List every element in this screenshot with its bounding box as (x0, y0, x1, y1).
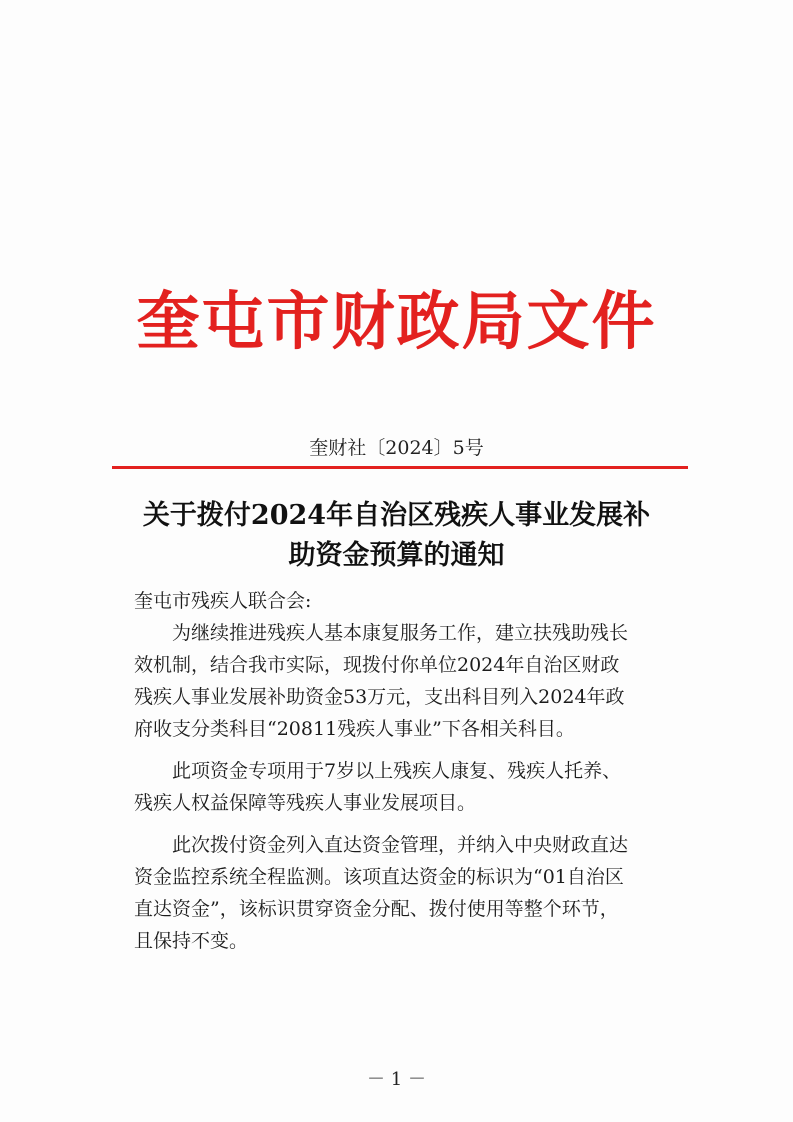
title-line-2: 助资金预算的通知 (288, 540, 505, 571)
paragraph-1-line-1: 为继续推进残疾人基本康复服务工作，建立扶残助残长 (172, 622, 629, 644)
document-body (134, 585, 694, 957)
title-line-1: 关于拨付2024年自治区残疾人事业发展补 (142, 500, 651, 531)
paragraph-3-line-1: 此次拨付资金列入直达资金管理，并纳入中央财政直达 (172, 834, 629, 856)
paragraph-3-line-4: 且保持不变。 (134, 930, 249, 952)
paragraph-2-line-2: 残疾人权益保障等残疾人事业发展项目。 (134, 792, 477, 814)
paragraph-1-line-3: 残疾人事业发展补助资金53万元，支出科目列入2024年政 (134, 686, 625, 708)
document-number: 奎财社〔2024〕5号 (309, 437, 484, 459)
paragraph-3-line-3: 直达资金”，该标识贯穿资金分配、拨付使用等整个环节， (134, 898, 619, 920)
red-divider-line (112, 466, 688, 469)
masthead-title: 奎屯市财政局文件 (136, 284, 657, 358)
recipient-line: 奎屯市残疾人联合会: (134, 590, 312, 612)
page-number: － 1 － (367, 1069, 426, 1090)
document-title (100, 496, 693, 576)
paragraph-2-line-1: 此项资金专项用于7岁以上残疾人康复、残疾人托养、 (172, 760, 622, 782)
paragraph-1-line-4: 府收支分类科目“20811残疾人事业”下各相关科目。 (134, 718, 575, 740)
paragraph-3-line-2: 资金监控系统全程监测。该项直达资金的标识为“01自治区 (134, 866, 624, 888)
paragraph-1-line-2: 效机制，结合我市实际，现拨付你单位2024年自治区财政 (134, 654, 620, 676)
